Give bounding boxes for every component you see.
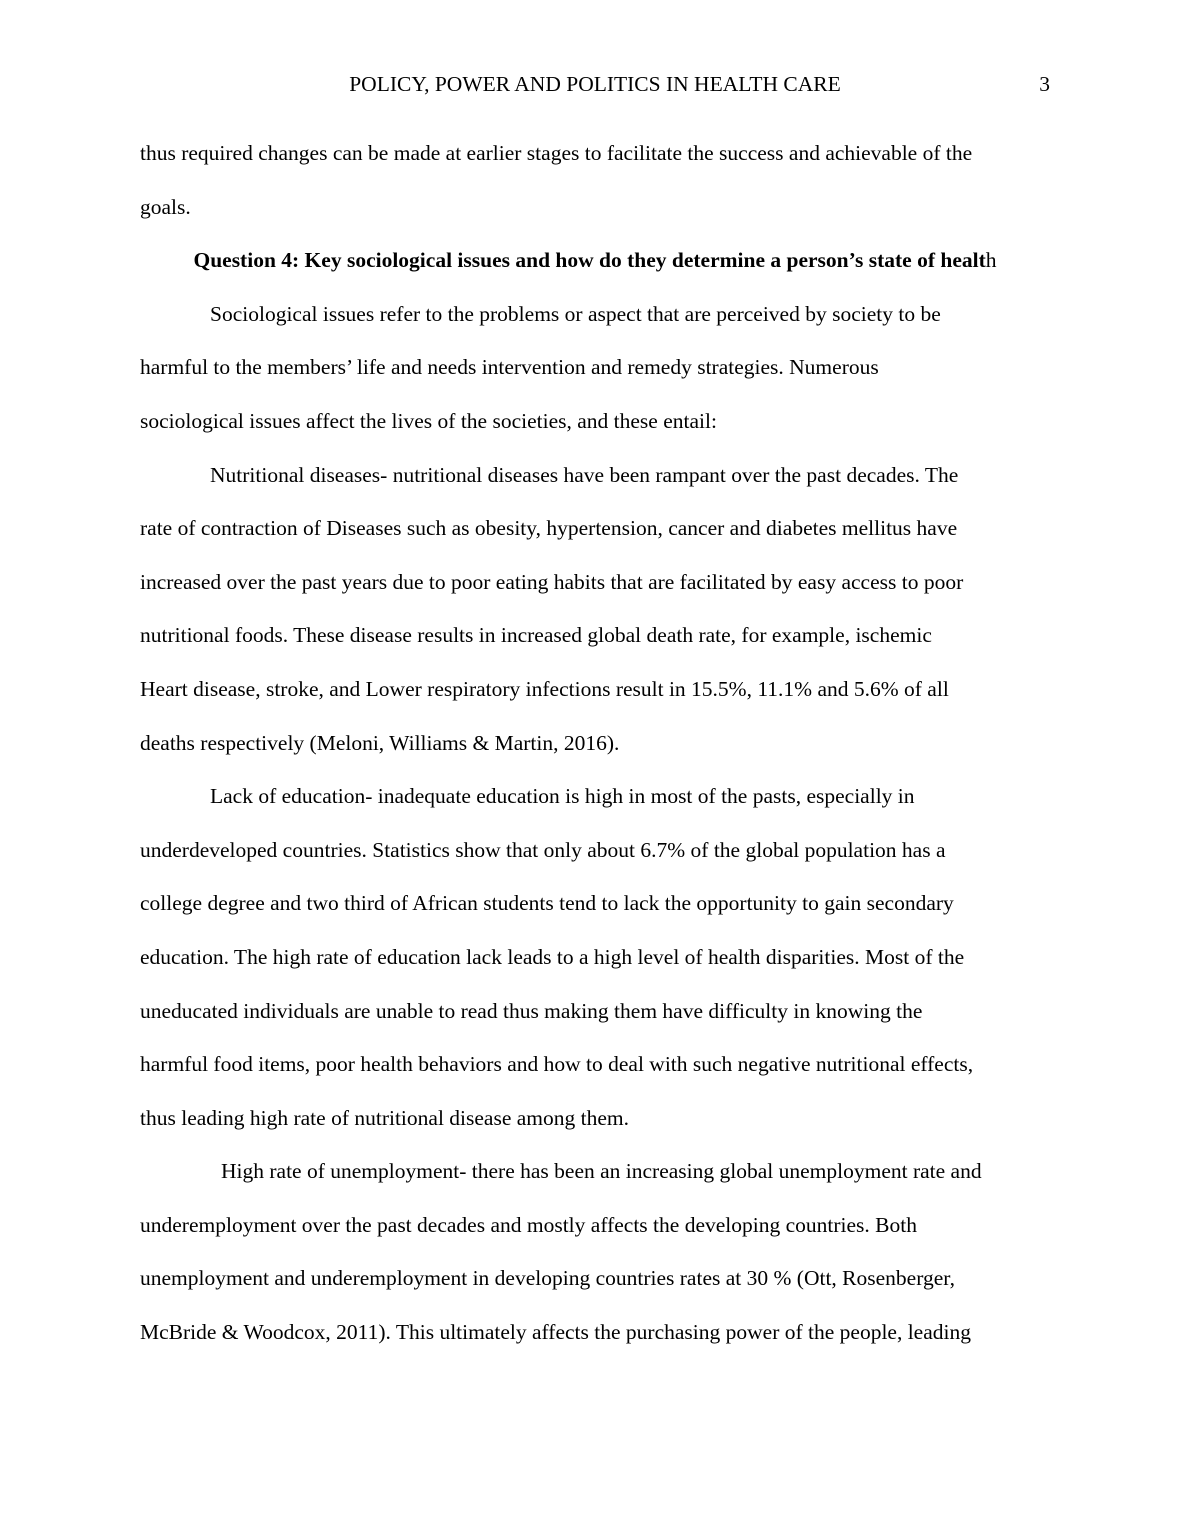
text-line: unemployment and underemployment in developing countries rates at 30 % (Ott, Rosenberger, — [140, 1266, 955, 1291]
text-line: underemployment over the past decades and mostly affects the developing countries. Both — [140, 1212, 917, 1237]
text-line: deaths respectively (Meloni, Williams & Martin, 2016). — [140, 730, 620, 755]
text-line: uneducated individuals are unable to read thus making them have difficulty in knowing the — [140, 998, 923, 1023]
text-line: Sociological issues refer to the problems or aspect that are perceived by society to be — [210, 301, 941, 326]
text-line: goals. — [140, 194, 191, 219]
section-heading-bold: Question 4: Key sociological issues and how do they determine a person’s state of healt — [193, 248, 986, 273]
text-line: education. The high rate of education lack leads to a high level of health disparities. Most of the — [140, 944, 965, 969]
paragraph-lack-of-education — [140, 770, 1050, 1145]
text-line: thus leading high rate of nutritional disease among them. — [140, 1105, 630, 1130]
text-line: nutritional foods. These disease results in increased global death rate, for example, ischemic — [140, 623, 932, 648]
text-line: college degree and two third of African students tend to lack the opportunity to gain secondary — [140, 891, 954, 916]
section-heading-tail: h — [985, 248, 997, 273]
text-line: underdeveloped countries. Statistics show that only about 6.7% of the global population has a — [140, 837, 946, 862]
body-text — [140, 127, 1050, 1360]
text-line: Heart disease, stroke, and Lower respiratory infections result in 15.5%, 11.1% and 5.6% of all — [140, 676, 949, 701]
text-line: High rate of unemployment- there has been an increasing global unemployment rate and — [221, 1159, 982, 1184]
paragraph-sociological-issues — [140, 288, 1050, 449]
text-line: Lack of education- inadequate education is high in most of the pasts, especially in — [210, 784, 915, 809]
text-line: harmful food items, poor health behaviors and how to deal with such negative nutritional effects, — [140, 1052, 974, 1077]
running-head — [140, 68, 1050, 100]
paragraph-unemployment — [140, 1145, 1050, 1359]
page-number: 3 — [1039, 72, 1050, 96]
text-line: harmful to the members’ life and needs intervention and remedy strategies. Numerous — [140, 355, 879, 380]
text-line: Nutritional diseases- nutritional diseases have been rampant over the past decades. The — [210, 462, 959, 487]
text-line: rate of contraction of Diseases such as obesity, hypertension, cancer and diabetes mellitus have — [140, 516, 958, 541]
text-line: thus required changes can be made at earlier stages to facilitate the success and achievable of the — [140, 141, 973, 165]
paragraph-nutritional-diseases — [140, 449, 1050, 771]
running-head-title: POLICY, POWER AND POLITICS IN HEALTH CARE — [349, 72, 841, 96]
continuation-paragraph — [140, 127, 1050, 234]
text-line: McBride & Woodcox, 2011). This ultimately affects the purchasing power of the people, leading — [140, 1320, 971, 1345]
section-heading — [140, 234, 1050, 288]
text-line: sociological issues affect the lives of the societies, and these entail: — [140, 408, 717, 433]
text-line: increased over the past years due to poor eating habits that are facilitated by easy access to poor — [140, 569, 964, 594]
